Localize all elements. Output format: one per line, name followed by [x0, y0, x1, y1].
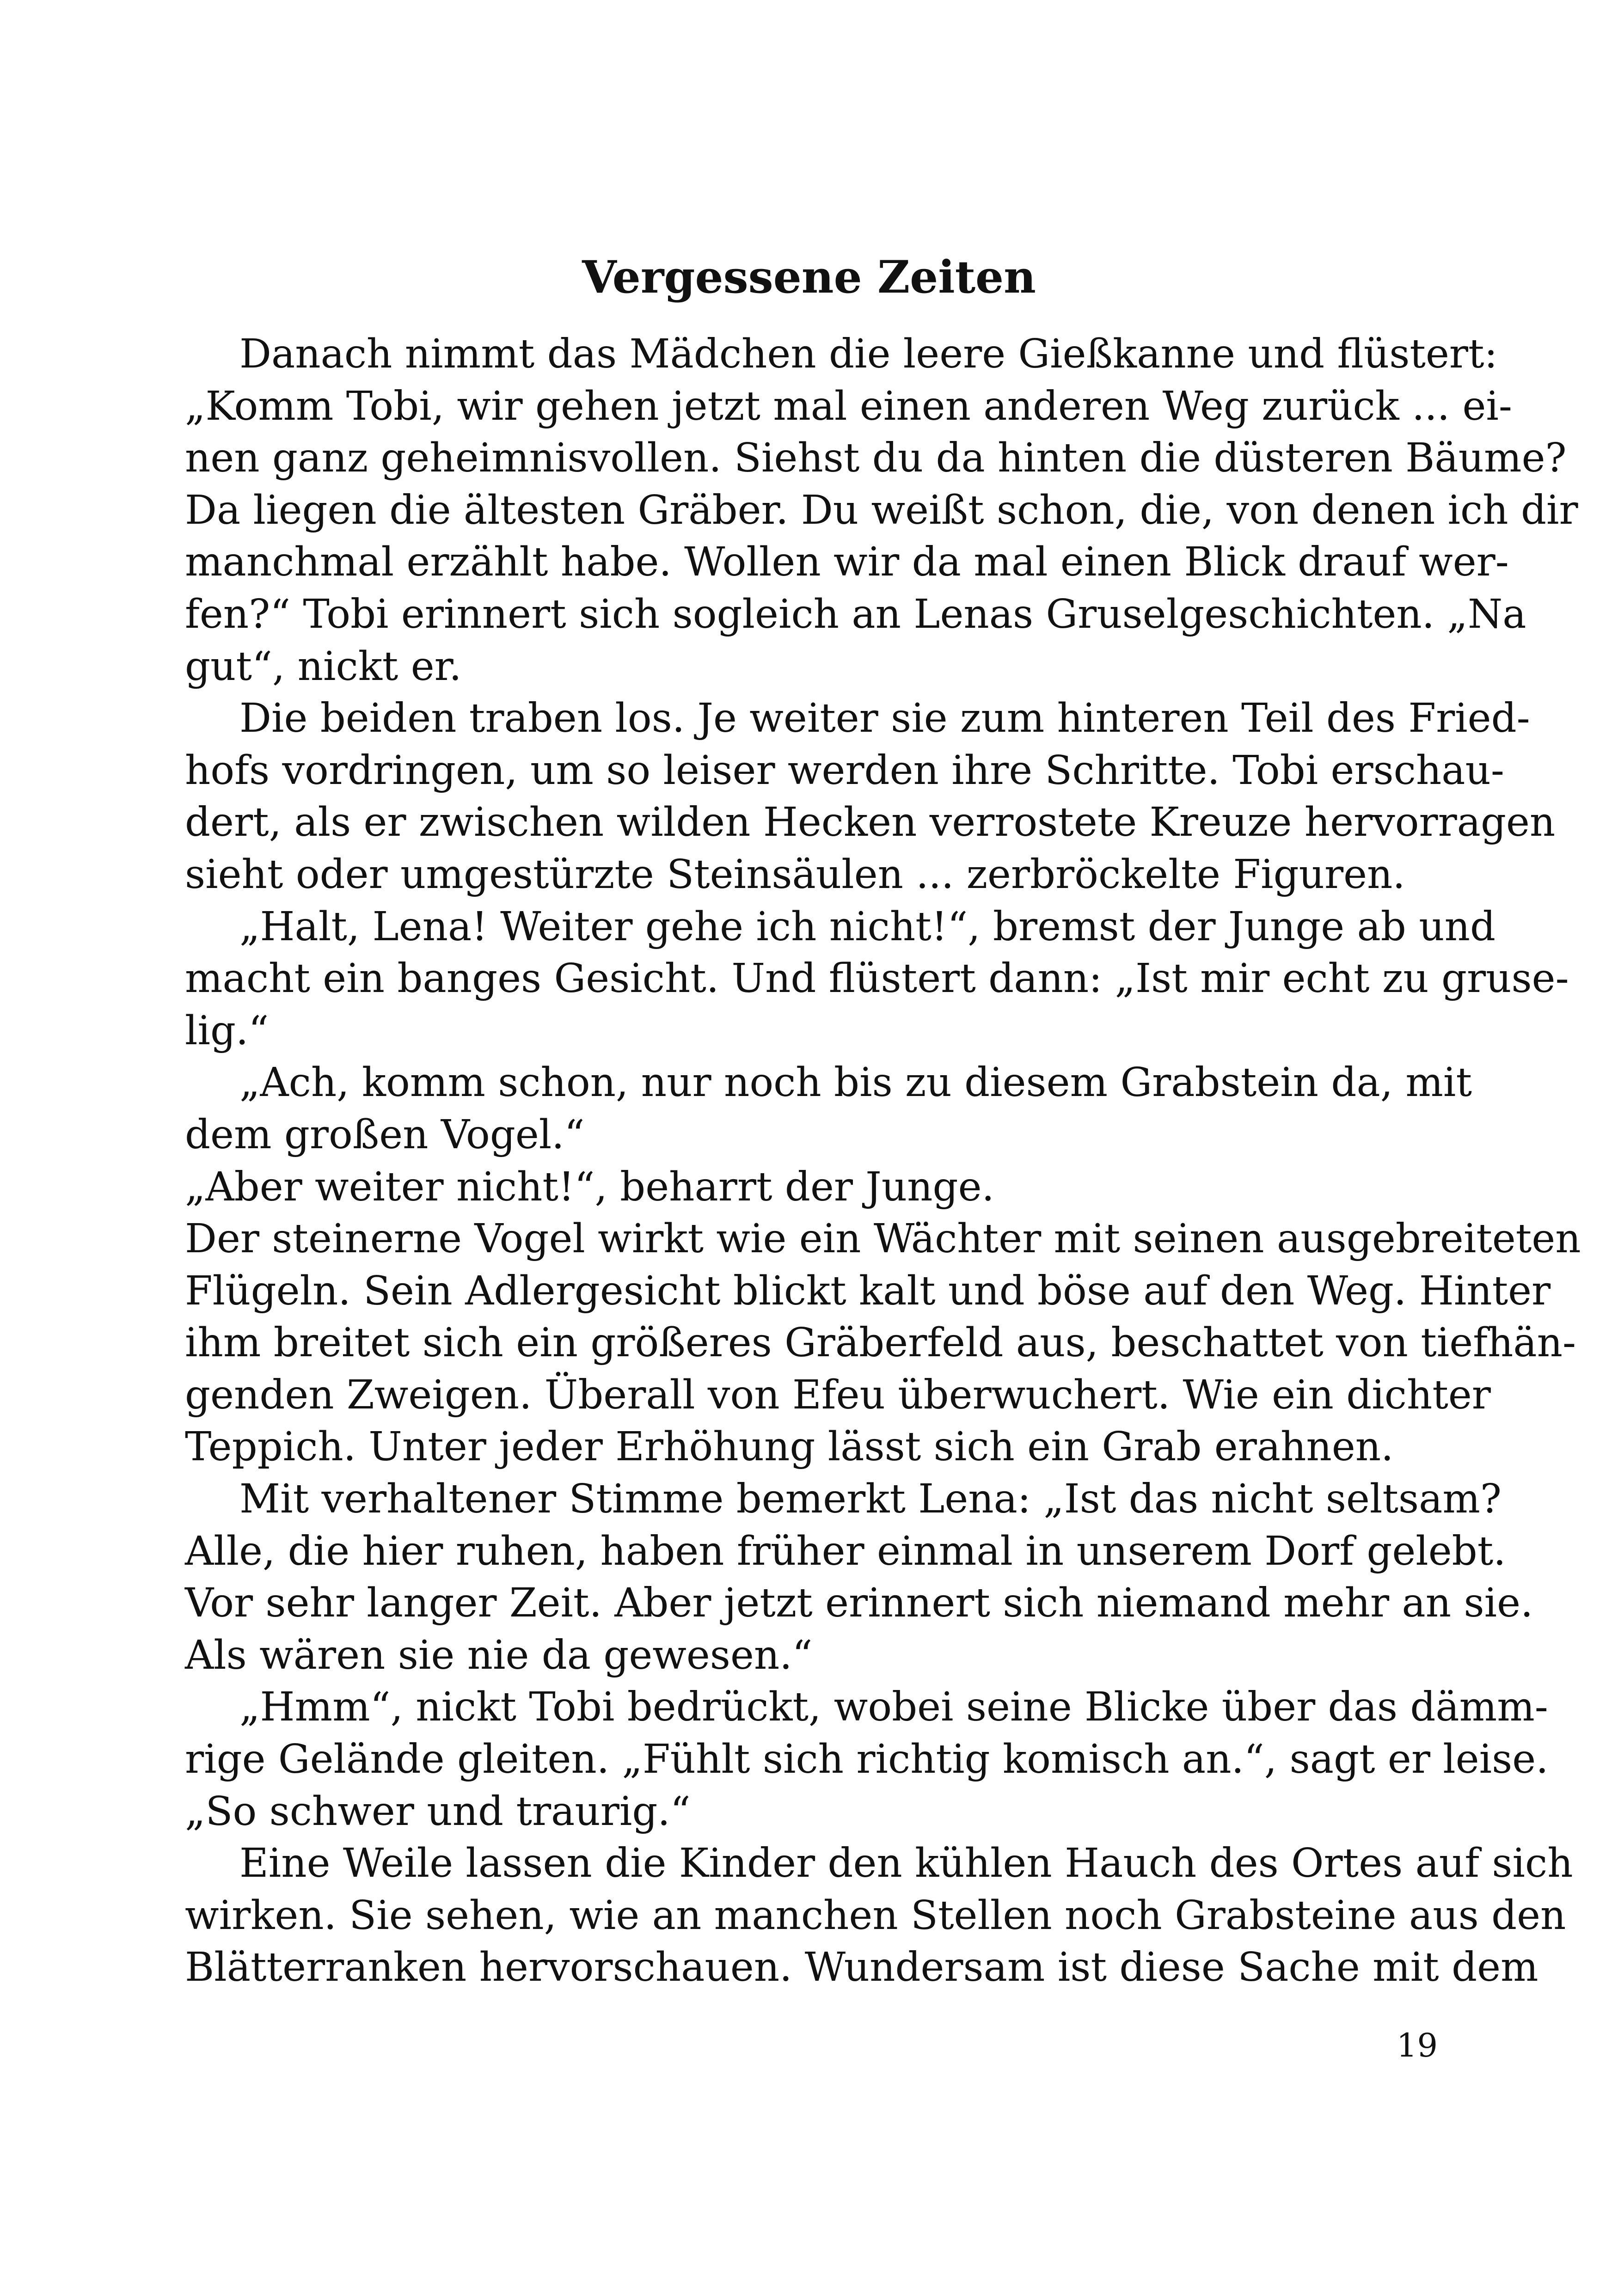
- text-line: Der steinerne Vogel wirkt wie ein Wächter mit seinen ausgebreiteten: [185, 1216, 1581, 1262]
- text-line: „So schwer und traurig.“: [185, 1788, 691, 1835]
- text-line: Alle, die hier ruhen, haben früher einmal in unserem Dorf gelebt.: [185, 1528, 1506, 1574]
- chapter-title: Vergessene Zeiten: [582, 251, 1036, 303]
- text-line: Blätterranken hervorschauen. Wundersam ist diese Sache mit dem: [185, 1944, 1538, 1991]
- text-line: Da liegen die ältesten Gräber. Du weißt schon, die, von denen ich dir: [185, 487, 1578, 533]
- text-line: „Halt, Lena! Weiter gehe ich nicht!“, bremst der Junge ab und: [239, 903, 1496, 950]
- text-line: „Komm Tobi, wir gehen jetzt mal einen anderen Weg zurück ... ei-: [185, 383, 1512, 429]
- text-line: Als wären sie nie da gewesen.“: [185, 1632, 813, 1678]
- text-line: ihm breitet sich ein größeres Gräberfeld aus, beschattet von tiefhän-: [185, 1320, 1576, 1366]
- text-line: rige Gelände gleiten. „Fühlt sich richtig komisch an.“, sagt er leise.: [185, 1736, 1549, 1783]
- page-number: 19: [1396, 2027, 1438, 2064]
- text-line: Eine Weile lassen die Kinder den kühlen Hauch des Ortes auf sich: [239, 1840, 1573, 1887]
- text-line: Danach nimmt das Mädchen die leere Gießkanne und flüstert:: [239, 331, 1498, 377]
- text-line: „Ach, komm schon, nur noch bis zu diesem Grabstein da, mit: [239, 1059, 1472, 1106]
- text-line: dert, als er zwischen wilden Hecken verrostete Kreuze hervorragen: [185, 799, 1556, 846]
- chapter-text: [185, 328, 1581, 1994]
- text-line: Die beiden traben los. Je weiter sie zum hinteren Teil des Fried-: [239, 695, 1530, 742]
- text-line: macht ein banges Gesicht. Und flüstert dann: „Ist mir echt zu gruse-: [185, 955, 1569, 1002]
- text-line: Flügeln. Sein Adlergesicht blickt kalt und böse auf den Weg. Hinter: [185, 1267, 1551, 1314]
- text-line: Vor sehr langer Zeit. Aber jetzt erinnert sich niemand mehr an sie.: [185, 1580, 1533, 1627]
- text-line: fen?“ Tobi erinnert sich sogleich an Lenas Gruselgeschichten. „Na: [185, 591, 1526, 637]
- text-line: hofs vordringen, um so leiser werden ihre Schritte. Tobi erschau-: [185, 747, 1504, 794]
- text-line: sieht oder umgestürzte Steinsäulen ... zerbröckelte Figuren.: [185, 851, 1405, 898]
- text-line: wirken. Sie sehen, wie an manchen Stellen noch Grabsteine aus den: [185, 1892, 1566, 1939]
- text-line: dem großen Vogel.“: [185, 1111, 585, 1158]
- text-line: manchmal erzählt habe. Wollen wir da mal einen Blick drauf wer-: [185, 539, 1509, 586]
- text-line: genden Zweigen. Überall von Efeu überwuchert. Wie ein dichter: [185, 1371, 1491, 1418]
- text-line: „Aber weiter nicht!“, beharrt der Junge.: [185, 1163, 994, 1210]
- text-line: Teppich. Unter jeder Erhöhung lässt sich ein Grab erahnen.: [185, 1424, 1394, 1470]
- text-line: gut“, nickt er.: [185, 643, 462, 690]
- text-line: „Hmm“, nickt Tobi bedrückt, wobei seine Blicke über das dämm-: [239, 1684, 1548, 1731]
- text-line: nen ganz geheimnisvollen. Siehst du da hinten die düsteren Bäume?: [185, 435, 1567, 482]
- text-line: lig.“: [185, 1007, 269, 1054]
- text-line: Mit verhaltener Stimme bemerkt Lena: „Ist das nicht seltsam?: [239, 1476, 1502, 1523]
